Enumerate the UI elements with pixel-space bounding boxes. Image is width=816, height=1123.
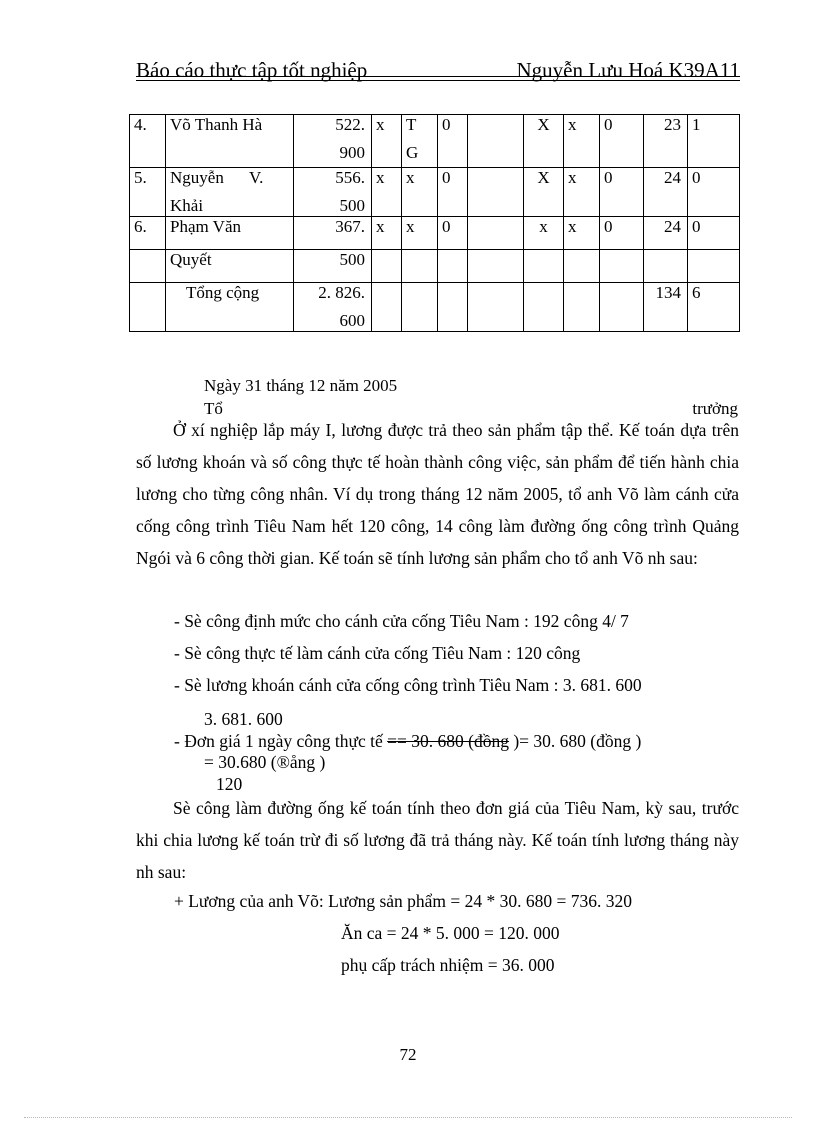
cell-c5 [524, 250, 564, 283]
cell-c1 [372, 250, 402, 283]
cell-amount: 367. [294, 217, 372, 250]
paragraph-2: Sè công làm đường ống kế toán tính theo đơn giá của Tiêu Nam, kỳ sau, trước khi chia lương kế toán trừ đi số lương đã trả tháng này. Kế toán tính lương tháng này nh sau: [136, 798, 739, 882]
cell-c9: 0 [688, 168, 740, 217]
cell-c3 [438, 250, 468, 283]
total-label: Tổng cộng [166, 283, 294, 332]
total-c9: 6 [688, 283, 740, 332]
signature-right: trưởng [692, 399, 738, 418]
cell-c3: 0 [438, 168, 468, 217]
cell-c7 [600, 250, 644, 283]
cell-stt [130, 250, 166, 283]
bullet-3: - Sè lương khoán cánh cửa cống công trình Tiêu Nam : 3. 681. 600 [174, 675, 642, 695]
table-row [130, 217, 740, 250]
cell-c3: 0 [438, 217, 468, 250]
cell-c2: x [402, 168, 438, 217]
cell-amount: 522. 900 [294, 115, 372, 168]
cell-c5: x [524, 217, 564, 250]
cell-c7: 0 [600, 217, 644, 250]
formula-line: - Đơn giá 1 ngày công thực tế == 30. 680 (đồng )= 30. 680 (đồng ) [174, 731, 642, 751]
formula-numerator: 3. 681. 600 [204, 709, 283, 729]
cell-c1: x [372, 168, 402, 217]
cell-c4 [468, 168, 524, 217]
table-row [130, 115, 740, 168]
cell-stt [130, 283, 166, 332]
cell-c8 [644, 250, 688, 283]
cell-c5: X [524, 168, 564, 217]
cell-c7: 0 [600, 115, 644, 168]
page-number: 72 [399, 1045, 417, 1064]
cell-amount: 556. 500 [294, 168, 372, 217]
cell-amount: 500 [294, 250, 372, 283]
cell-c8: 24 [644, 168, 688, 217]
page-header [136, 58, 740, 82]
calc-line-3: phụ cấp trách nhiệm = 36. 000 [341, 955, 555, 975]
cell-name: Phạm Văn [166, 217, 294, 250]
cell-c9: 1 [688, 115, 740, 168]
cell-stt: 4. [130, 115, 166, 168]
formula-result: = 30.680 (®ång ) [204, 752, 326, 772]
signature-date: Ngày 31 tháng 12 năm 2005 [204, 376, 398, 395]
cell-c2: x [402, 217, 438, 250]
cell-c6: x [564, 115, 600, 168]
cell-c6: x [564, 168, 600, 217]
calc-line-1: + Lương của anh Võ: Lương sản phẩm = 24 * 30. 680 = 736. 320 [174, 891, 633, 911]
cell-c4 [468, 115, 524, 168]
total-amount: 2. 826. 600 [294, 283, 372, 332]
cell-c3: 0 [438, 115, 468, 168]
wage-table [129, 114, 740, 332]
total-c8: 134 [644, 283, 688, 332]
page-bottom-rule [24, 1117, 792, 1118]
cell-c1: x [372, 115, 402, 168]
header-author: Nguyễn Lưu Hoá K39A11 [516, 58, 740, 82]
cell-name: Võ Thanh Hà [166, 115, 294, 168]
cell-c1: x [372, 217, 402, 250]
cell-c2: T G [402, 115, 438, 168]
signature-left: Tổ [204, 399, 223, 418]
cell-c9: 0 [688, 217, 740, 250]
cell-c9 [688, 250, 740, 283]
formula-denominator: 120 [216, 774, 243, 794]
header-rule [136, 76, 740, 77]
cell-c6: x [564, 217, 600, 250]
bullet-2: - Sè công thực tế làm cánh cửa cống Tiêu Nam : 120 công [174, 643, 581, 663]
bullet-1: - Sè công định mức cho cánh cửa cống Tiêu Nam : 192 công 4/ 7 [174, 611, 629, 631]
cell-c6 [564, 250, 600, 283]
cell-c7: 0 [600, 168, 644, 217]
cell-c8: 24 [644, 217, 688, 250]
cell-stt: 6. [130, 217, 166, 250]
cell-c4 [468, 217, 524, 250]
cell-c4 [468, 250, 524, 283]
header-report-title: Báo cáo thực tập tốt nghiệp [136, 58, 368, 82]
cell-c5: X [524, 115, 564, 168]
table-row [130, 168, 740, 217]
cell-name: Nguyễn V. Khải [166, 168, 294, 217]
paragraph-1: Ở xí nghiệp lắp máy I, lương được trả theo sản phẩm tập thể. Kế toán dựa trên số lương khoán và số công thực tế hoàn thành công việc, sản phẩm để tiến hành chia lương cho từng công nhân. Ví dụ trong tháng 12 năm 2005, tổ anh Võ làm cánh cửa cống công trình Tiêu Nam hết 120 công, 14 công làm đường ống công trình Quảng Ngói và 6 công thời gian. Kế toán sẽ tính lương sản phẩm cho tổ anh Võ nh sau: [136, 420, 739, 568]
header-rule-double [136, 80, 740, 81]
table-total-row [130, 283, 740, 332]
cell-stt: 5. [130, 168, 166, 217]
table-row [130, 250, 740, 283]
cell-c2 [402, 250, 438, 283]
cell-name: Quyết [166, 250, 294, 283]
calc-line-2: Ăn ca = 24 * 5. 000 = 120. 000 [341, 923, 560, 943]
cell-c8: 23 [644, 115, 688, 168]
